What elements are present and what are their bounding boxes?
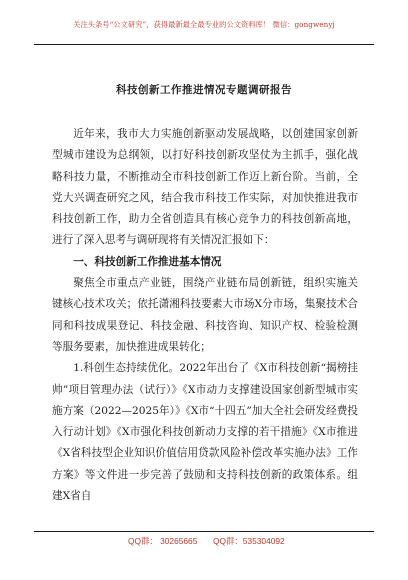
promo-banner: 关注头条号“公文研究”，获得最新最全最专业的公文资料库！ 微信：gongwenyj xyxy=(73,20,335,29)
footer-divider xyxy=(34,531,374,532)
document-body xyxy=(52,124,358,507)
header-divider xyxy=(34,44,374,45)
body-paragraph: 1.科创生态持续优化。2022年出台了《X市科技创新“揭榜挂帅”项目管理办法（试行）》《X市动力支撑建设国家创新型城市实施方案（2022—2025年）》《X市“十四五”加大全社会研发经费投入行动计划》《X市强化科技创新动力支撑的若干措施》《X市推进《X省科技型企业知识价值信用贷款风险补偿改革实施办法》工作方案》等文件进一步完善了鼓励和支持科技创新的政策体系。组建X省自 xyxy=(52,362,358,503)
qq-group-1: QQ群： 30265665 xyxy=(128,536,198,546)
section-heading: 一、科技创新工作推进基本情况 xyxy=(73,255,222,268)
intro-paragraph: 近年来，我市大力实施创新驱动发展战略，以创建国家创新型城市建设为总纲领，以打好科技创新攻坚仗为主抓手，强化战略科技力量，不断推动全市科技创新工作迈上新台阶。当前，全党大兴调查研究之风，结合我市科技工作实际，对加快推进我市科技创新工作，助力全省创造具有核心竞争力的科技创新高地，进行了深入思考与调研现将有关情况汇报如下： xyxy=(52,128,358,247)
body-paragraph: 聚焦全市重点产业链，围绕产业链布局创新链，组织实施关键核心技术攻关；依托潇湘科技要素大市场X分市场，集聚技术合同和科技成果登记、科技金融、科技咨询、知识产权、检验检测等服务要素，加快推进成果转化； xyxy=(52,277,358,353)
qq-group-2: QQ群：535304092 xyxy=(213,536,285,546)
document-title: 科技创新工作推进情况专题调研报告 xyxy=(116,84,292,96)
